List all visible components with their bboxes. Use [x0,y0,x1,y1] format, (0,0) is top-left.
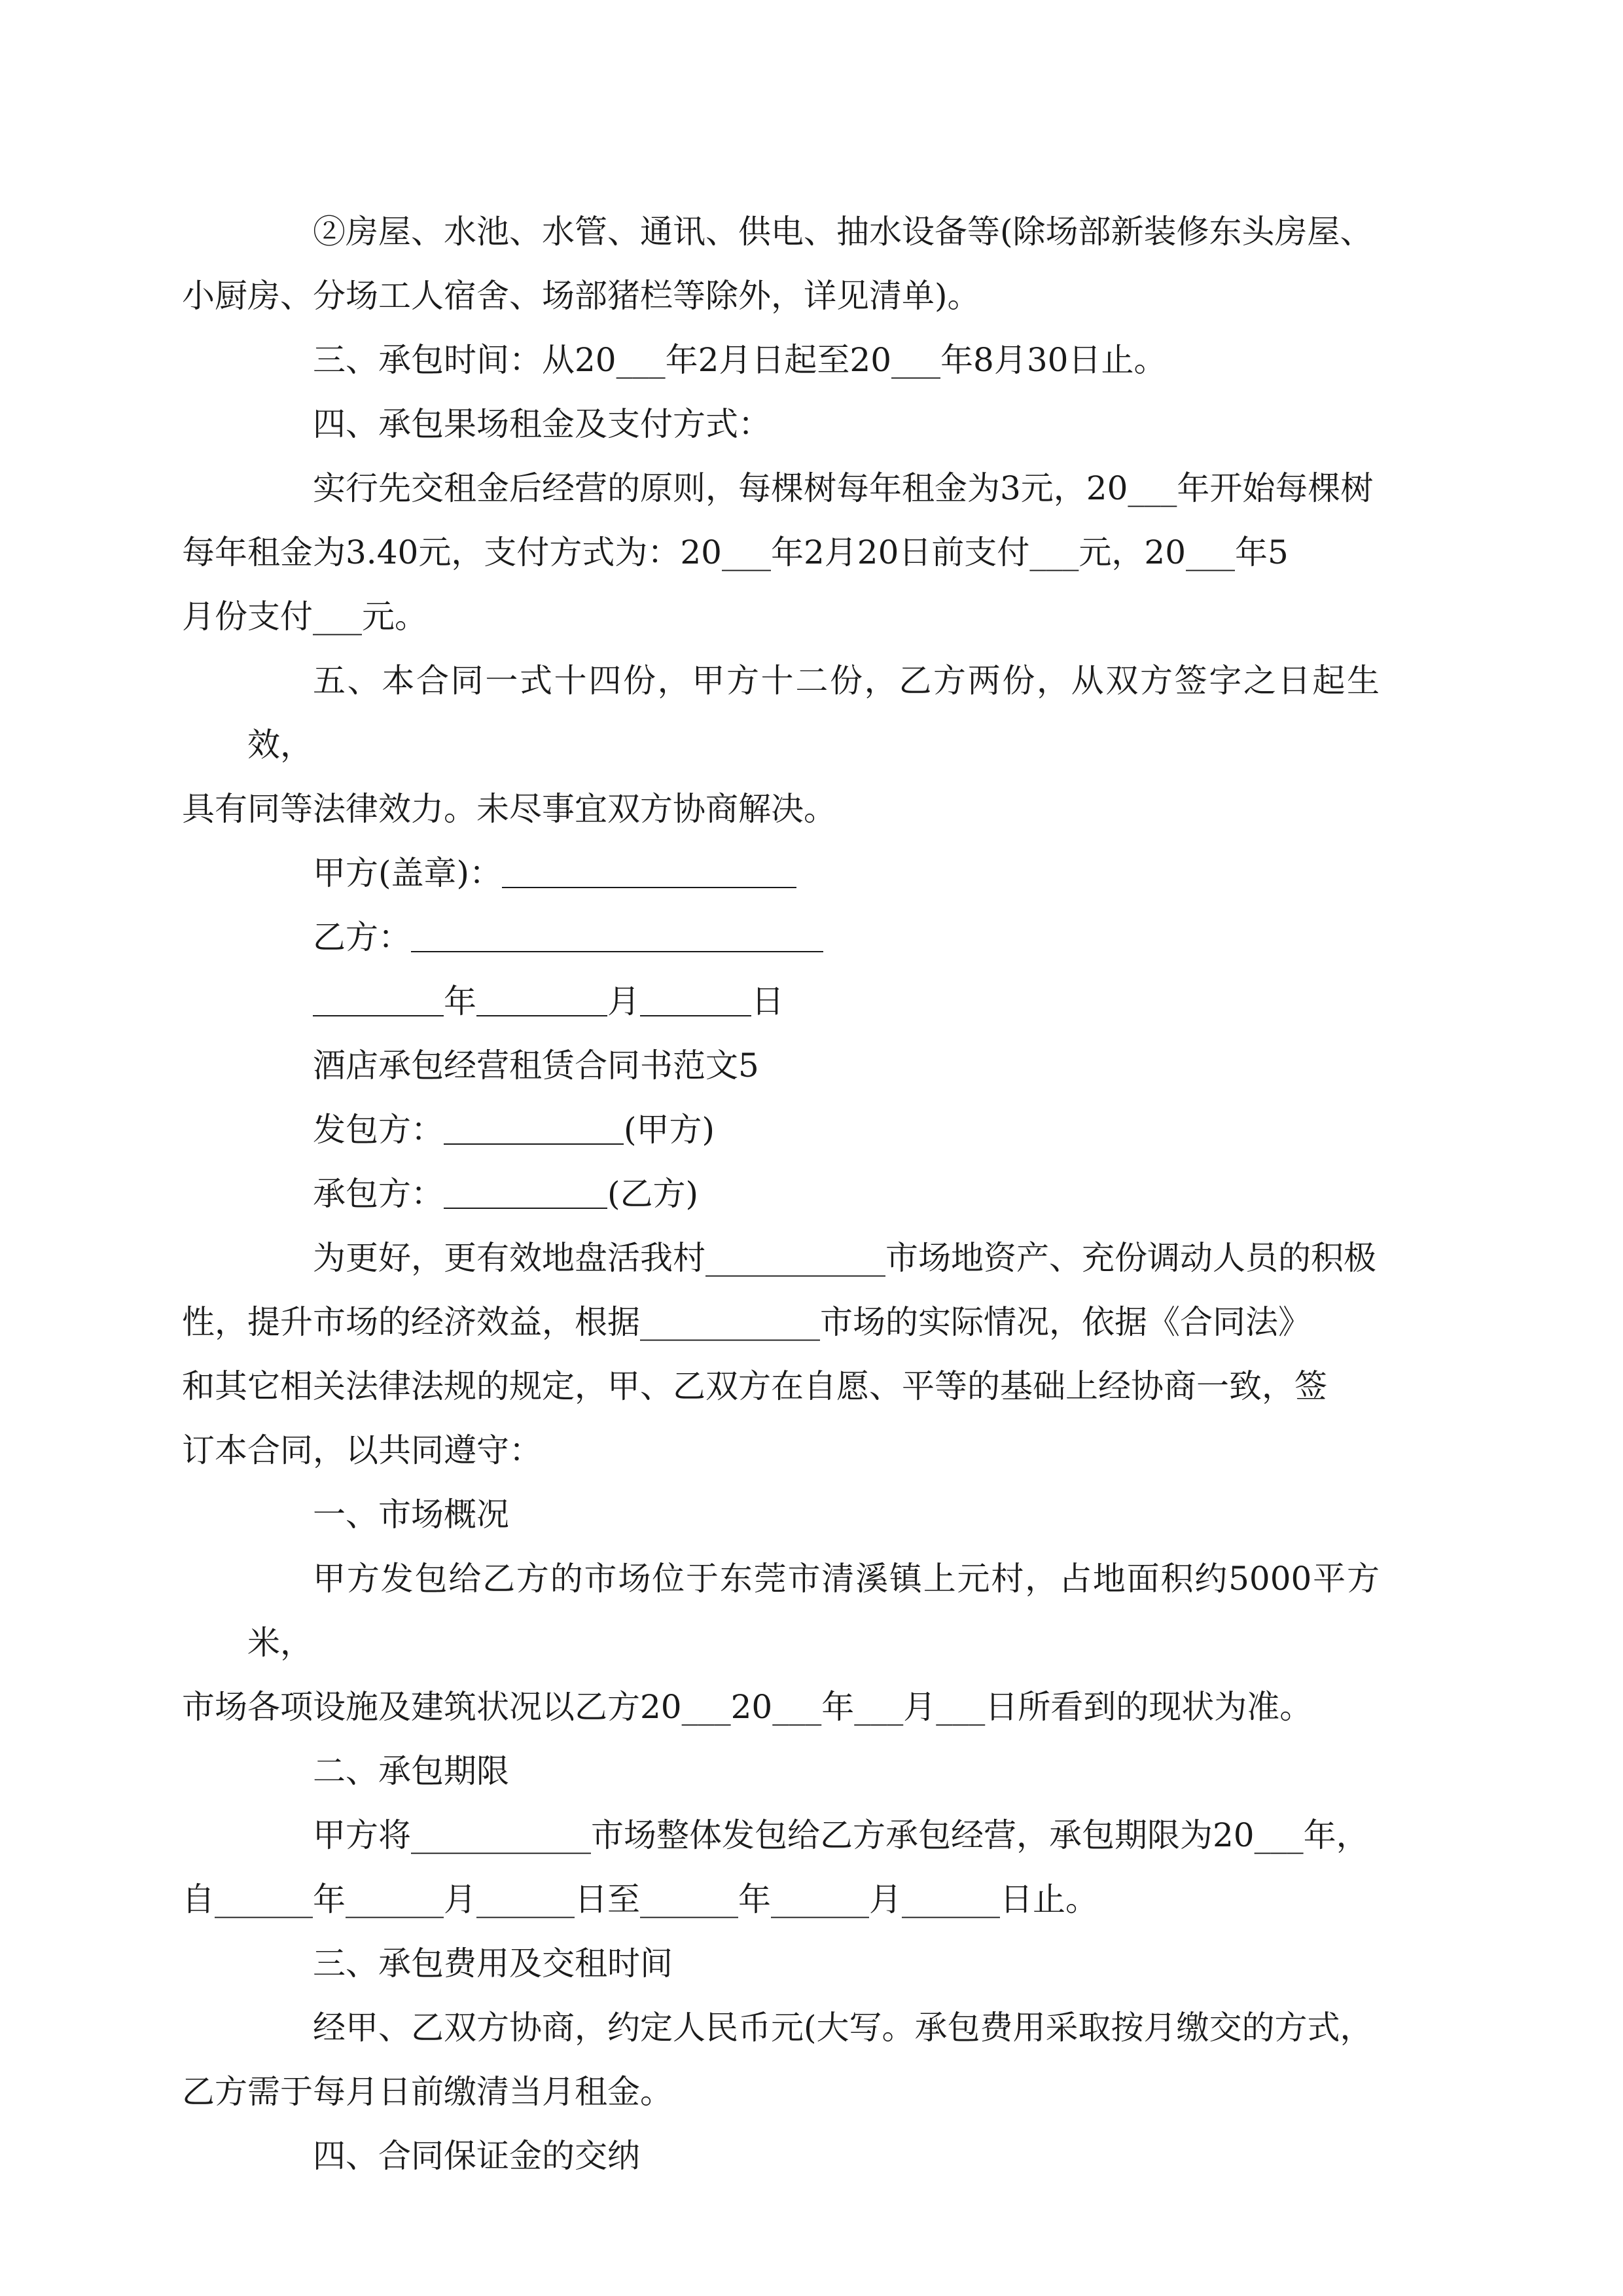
text-line: 具有同等法律效力。未尽事宜双方协商解决。 [182,790,836,828]
date-day-label: 日 [751,982,784,1020]
text-line: 三、承包时间：从20___年2月日起至20___年8月30日止。 [313,341,1167,379]
party-a-seal-label: 甲方(盖章)： [313,854,503,892]
party-b-signature-line [411,913,823,952]
paragraph-fees [182,1996,1380,2124]
section-heading-fees [247,1931,1380,1996]
text-line: 性，提升市场的经济效益，根据___________市场的实际情况，依据《合同法》 [182,1303,1311,1341]
document-body [182,200,1380,2188]
contractee-blank [444,1170,607,1209]
text-line: 甲方将___________市场整体发包给乙方承包经营，承包期限为20___年， [313,1816,1369,1854]
text-line: 月份支付___元。 [182,598,427,636]
text-line: 甲方发包给乙方的市场位于东莞市清溪镇上元村，占地面积约5000平方米， [247,1560,1380,1662]
text-line: 为更好，更有效地盘活我村___________市场地资产、充份调动人员的积极 [313,1239,1376,1277]
signature-date [247,969,1380,1033]
signature-party-b [247,905,1380,969]
text-line: 订本合同，以共同遵守： [182,1431,542,1469]
document-title [247,1033,1380,1098]
text-line: 经甲、乙双方协商，约定人民币元(大写。承包费用采取按月缴交的方式， [313,2009,1373,2047]
paragraph-facilities [182,200,1380,328]
text-line: 和其它相关法律法规的规定，甲、乙双方在自愿、平等的基础上经协商一致，签 [182,1367,1327,1405]
contractor-label: 发包方： [313,1111,444,1149]
text-line: 自______年______月______日至______年______月______日止。 [182,1880,1098,1918]
section-heading-market [247,1482,1380,1547]
text-line: 实行先交租金后经营的原则，每棵树每年租金为3元，20___年开始每棵树 [313,469,1374,507]
text-line: 二、承包期限 [313,1752,509,1790]
party-a-signature-line [502,849,796,888]
text-line: 五、本合同一式十四份，甲方十二份，乙方两份，从双方签字之日起生效， [247,662,1380,764]
text-line: 每年租金为3.40元，支付方式为：20___年2月20日前支付___元，20___年5 [182,533,1289,571]
text-line: 乙方需于每月日前缴清当月租金。 [182,2073,673,2111]
text-line: 四、承包果场租金及支付方式： [313,405,771,443]
contractee-suffix: (乙方) [607,1175,699,1213]
contractor-suffix: (甲方) [624,1111,715,1149]
contractor-party-a [247,1098,1380,1162]
text-line: 市场各项设施及建筑状况以乙方20___20___年___月___日所看到的现状为准。 [182,1688,1313,1726]
contractor-blank [444,1105,624,1145]
text-line: ②房屋、水池、水管、通讯、供电、抽水设备等(除场部新装修东头房屋、 [313,213,1373,251]
text-line: 酒店承包经营租赁合同书范文5 [313,1047,759,1085]
paragraph-term [247,328,1380,392]
paragraph-preamble [182,1226,1380,1482]
party-b-label: 乙方： [313,918,411,956]
paragraph-period [182,1803,1380,1931]
date-year-label: 年 [444,982,476,1020]
contractee-party-b [247,1162,1380,1226]
paragraph-market-overview [182,1547,1380,1739]
section-heading-deposit [247,2124,1380,2188]
date-year-blank [313,977,444,1016]
text-line: 一、市场概况 [313,1496,509,1534]
contractee-label: 承包方： [313,1175,444,1213]
paragraph-rent-payment [182,456,1380,649]
section-heading-period [247,1739,1380,1803]
date-day-blank [640,977,751,1016]
section-heading-rent [247,392,1380,456]
paragraph-copies [182,649,1380,841]
date-month-blank [476,977,607,1016]
signature-party-a [247,841,1380,905]
text-line: 三、承包费用及交租时间 [313,1945,673,1982]
date-month-label: 月 [607,982,640,1020]
text-line: 小厨房、分场工人宿舍、场部猪栏等除外，详见清单)。 [182,277,980,315]
text-line: 四、合同保证金的交纳 [313,2137,640,2175]
